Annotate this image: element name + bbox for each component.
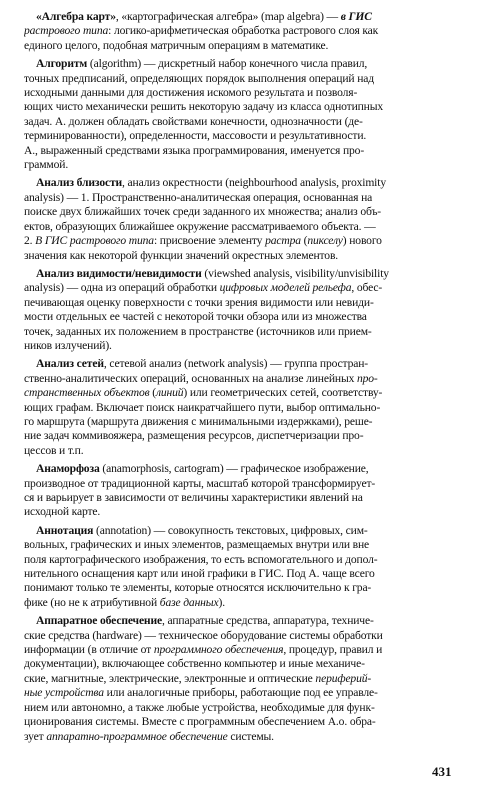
entry-text: линий <box>155 386 184 400</box>
dictionary-entry-vidimost <box>24 267 461 353</box>
entry-line <box>24 158 461 172</box>
page-number: 431 <box>432 764 452 779</box>
entry-line <box>24 657 461 671</box>
entry-text: ционирования системы. Вместе с программным обеспечением А.о. обра- <box>24 715 376 729</box>
entry-text: цифровых моделей рельефа <box>219 281 352 295</box>
entry-line <box>24 491 461 505</box>
entry-line <box>24 310 461 324</box>
entry-text: цессов и т.п. <box>24 443 84 457</box>
entry-text: задач. А. должен обладать свойствами конечности, однозначности (де- <box>24 114 363 128</box>
entry-line <box>24 234 461 248</box>
entry-text: : логико-арифметическая обработка растрового слоя как <box>108 24 379 38</box>
entry-text: терминированности), определенности, массовости и результативности. <box>24 129 367 143</box>
entry-text: пикселу <box>307 234 343 248</box>
entry-text: ственно-аналитических операций, основанных на анализе линейных <box>24 371 357 385</box>
entry-term: Анализ близости <box>36 176 123 190</box>
entry-text: ) нового <box>342 234 382 248</box>
entry-term: «Алгебра карт» <box>36 10 116 23</box>
dictionary-entry-annotacia <box>24 524 461 610</box>
entry-text: про- <box>356 371 378 385</box>
entry-text: системы. <box>227 729 274 743</box>
entry-line <box>24 325 461 339</box>
entry-line <box>24 129 461 143</box>
entry-text: (viewshed analysis, visibility/unvisibility <box>201 266 389 280</box>
entry-text: периферий- <box>315 671 372 685</box>
entry-term: Анализ сетей <box>36 357 104 371</box>
entry-line <box>24 581 461 595</box>
entry-line <box>24 386 461 400</box>
entry-line <box>24 596 461 610</box>
entry-line <box>24 372 461 386</box>
entry-text: зует <box>24 729 47 743</box>
entry-text: растра <box>265 234 301 248</box>
entry-line <box>24 205 461 219</box>
entry-text: ские средства (hardware) — техническое оборудование системы обработки <box>24 628 383 642</box>
entry-text: значения как некоторой функции значений окрестных элементов. <box>24 248 339 262</box>
entry-text: программного обеспечения <box>153 643 284 657</box>
entry-text: вольных, графических и иных элементов, размещаемых внутри или вне <box>24 538 370 552</box>
entry-line <box>24 629 461 643</box>
entry-text: , аппаратные средства, аппаратура, техниче- <box>162 614 374 628</box>
entry-line <box>24 115 461 129</box>
dictionary-entry-algebra <box>24 10 461 53</box>
dictionary-entry-algoritm <box>24 57 461 172</box>
entry-text: 2. <box>24 234 36 248</box>
entry-line <box>24 567 461 581</box>
entry-line <box>24 401 461 415</box>
entry-text: ние задач коммивояжера, размещения ресурсов, диспетчеризации про- <box>24 429 364 443</box>
entry-text: ные устройства <box>24 686 104 700</box>
entry-line <box>24 100 461 114</box>
entry-text: точек, заданных их положением в пространстве (источников или прием- <box>24 324 372 338</box>
entry-text: печивающая оценку поверхности с точки зрения видимости или невиди- <box>24 295 374 309</box>
entry-term: Аппаратное обеспечение <box>36 614 162 628</box>
entry-text: исходными данными для достижения искомого результата и позволя- <box>24 86 358 100</box>
entry-line <box>24 281 461 295</box>
entry-term: Аннотация <box>36 523 94 537</box>
page-body <box>24 10 461 748</box>
entry-line <box>24 477 461 491</box>
dictionary-entry-setey <box>24 357 461 458</box>
entry-text: мости отдельных ее частей с некоторой точки обзора или из множества <box>24 310 367 324</box>
entry-text: , сетевой анализ (network analysis) — группа простран- <box>103 357 369 371</box>
entry-line <box>24 701 461 715</box>
entry-text: , процедур, правил и <box>283 643 383 657</box>
entry-term: Алгоритм <box>36 57 88 71</box>
entry-line <box>24 444 461 458</box>
entry-line <box>24 176 461 190</box>
entry-text: понимают только те элементы, которые относятся исключительно к гра- <box>24 581 372 595</box>
entry-text: точных предписаний, определяющих порядок выполнения операций над <box>24 71 375 85</box>
entry-line <box>24 524 461 538</box>
entry-line <box>24 730 461 744</box>
entry-line <box>24 39 461 53</box>
entry-line <box>24 357 461 371</box>
entry-line <box>24 339 461 353</box>
entry-text: единого целого, подобная матричным операциям в математике. <box>24 38 329 52</box>
entry-text: , обес- <box>351 281 383 295</box>
entry-line <box>24 24 461 38</box>
entry-line <box>24 538 461 552</box>
entry-line <box>24 86 461 100</box>
entry-line <box>24 505 461 519</box>
entry-line <box>24 672 461 686</box>
entry-text: производное от традиционной карты, масштаб которой трансформирует- <box>24 476 376 490</box>
entry-text: (annotation) — совокупность текстовых, цифровых, сим- <box>93 523 368 537</box>
entry-line <box>24 10 461 24</box>
entry-text: растрового типа <box>24 24 109 38</box>
entry-text: ников излучений). <box>24 338 112 352</box>
entry-text: ) или геометрических сетей, соответству- <box>183 386 383 400</box>
entry-text: ющих чисто механически решить некоторую задачу из класса однотипных <box>24 100 384 114</box>
entry-text: : присвоение элементу <box>153 234 266 248</box>
entry-line <box>24 643 461 657</box>
entry-line <box>24 614 461 628</box>
entry-text: го маршрута (маршрута движения с минимальными издержками), реше- <box>24 414 373 428</box>
dictionary-entry-anamorfoza <box>24 462 461 520</box>
entry-text: В ГИС растрового типа <box>35 234 154 248</box>
entry-text: граммой. <box>24 158 69 172</box>
entry-text: информации (в отличие от <box>24 643 154 657</box>
entry-line <box>24 267 461 281</box>
entry-text: А., выраженный средствами языка программирования, именуется про- <box>24 143 365 157</box>
entry-line <box>24 191 461 205</box>
entry-text: фике (но не к атрибутивной <box>24 595 160 609</box>
entry-text: analysis) — одна из операций обработки <box>24 281 220 295</box>
entry-line <box>24 249 461 263</box>
entry-text: ся и варьирует в зависимости от величины характеристики явлений на <box>24 491 363 504</box>
entry-text: ские, магнитные, электрические, электронные и оптические <box>24 671 316 685</box>
dictionary-entry-apparatnoe <box>24 614 461 744</box>
entry-text: analysis) — 1. Пространственно-аналитическая операция, основанная на <box>24 190 373 204</box>
entry-text: нительного оснащения карт или иной графики в ГИС. Под А. чаще всего <box>24 567 375 581</box>
entry-line <box>24 296 461 310</box>
entry-text: ). <box>218 595 225 609</box>
entry-line <box>24 220 461 234</box>
entry-text: , анализ окрестности (neighbourhood analysis, proximity <box>122 176 386 190</box>
entry-text: или аналогичные приборы, работающие под ее управле- <box>103 686 378 700</box>
entry-text: (anamorphosis, cartogram) — графическое изображение, <box>99 462 369 476</box>
entry-text: странственных объектов <box>24 386 150 400</box>
entry-line <box>24 415 461 429</box>
entry-text: аппаратно-программное обеспечение <box>46 729 228 743</box>
entry-text: (algorithm) — дискретный набор конечного числа правил, <box>87 57 368 71</box>
entry-text: нием или автономно, а также любые устройства, необходимые для функ- <box>24 700 375 714</box>
entry-text: ( <box>300 234 308 248</box>
entry-term: Анаморфоза <box>36 462 100 476</box>
entry-text: документации), включающее собственно компьютер и иные механиче- <box>24 657 365 671</box>
entry-line <box>24 462 461 476</box>
entry-line <box>24 57 461 71</box>
entry-text: в ГИС <box>340 10 372 23</box>
entry-text: ( <box>149 386 156 400</box>
entry-line <box>24 144 461 158</box>
entry-text: ектов, образующих ближайшее окружение рассматриваемого объекта. — <box>24 219 376 233</box>
entry-text: ющих графам. Включает поиск наикратчайшего пути, выбор оптимально- <box>24 400 381 414</box>
entry-text: базе данных <box>159 595 219 609</box>
entry-line <box>24 72 461 86</box>
entry-text: поля картографического изображения, то есть вспомогательного и допол- <box>24 552 378 566</box>
entry-text: исходной карте. <box>24 505 101 519</box>
dictionary-entry-blizost <box>24 176 461 262</box>
entry-line <box>24 686 461 700</box>
entry-text: , «картографическая алгебра» (map algebra) — <box>115 10 341 23</box>
entry-line <box>24 429 461 443</box>
entry-line <box>24 553 461 567</box>
entry-term: Анализ видимости/невидимости <box>36 266 202 280</box>
entry-line <box>24 715 461 729</box>
entry-text: поиске двух ближайших точек среди заданного их множества; анализ объ- <box>24 205 382 219</box>
